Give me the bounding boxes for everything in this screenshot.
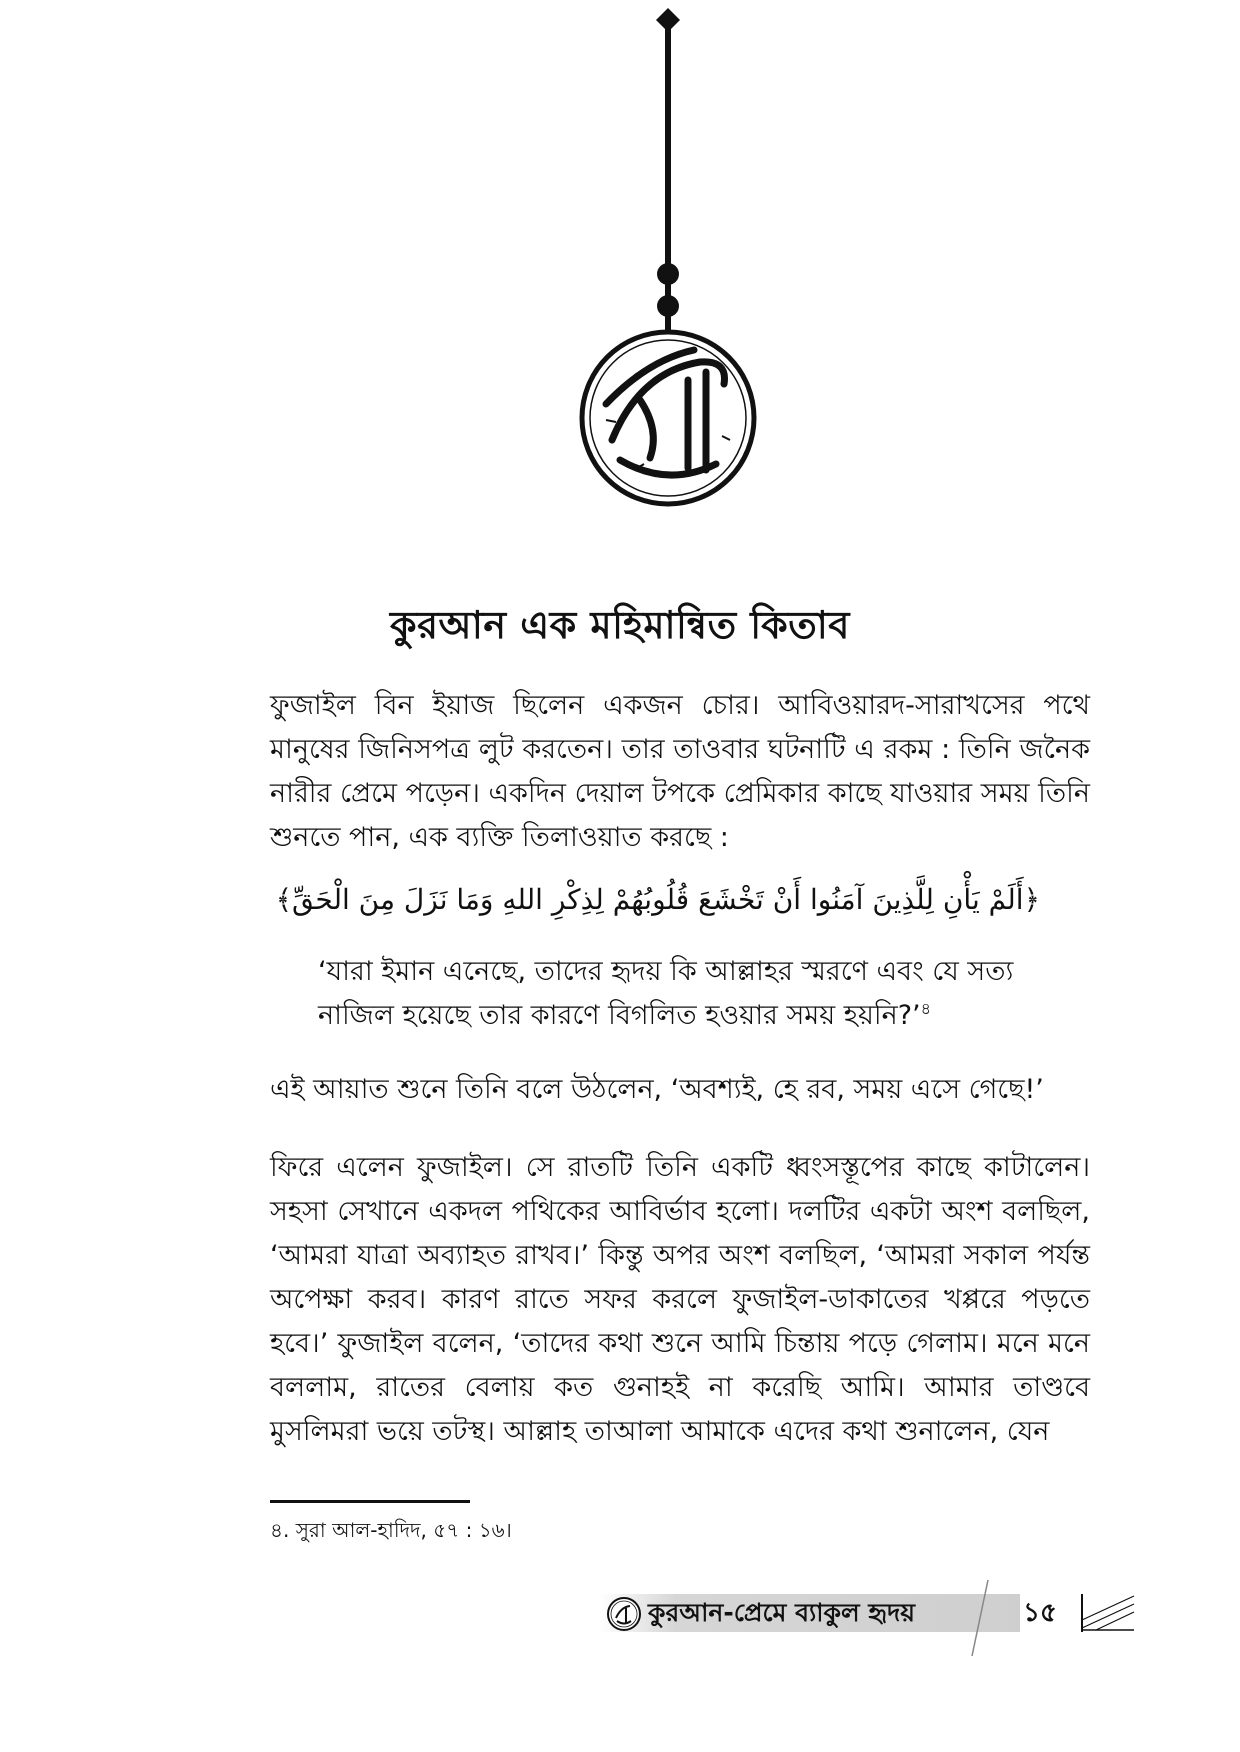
quran-logo-icon (606, 1596, 642, 1632)
quran-calligraphy-medallion-icon (582, 332, 754, 504)
page-number: ১৫ (1023, 1598, 1057, 1628)
chapter-heading: কুরআন এক মহিমান্বিত কিতাব (390, 603, 850, 647)
footnote-divider (270, 1500, 470, 1503)
verse-translation-text: ‘যারা ইমান এনেছে, তাদের হৃদয় কি আল্লাহর স্মরণে এবং যে সত্য নাজিল হয়েছে তার কারণে বিগলিত হওয়ার সময় হয়নি?’ (318, 956, 1014, 1031)
ornament-chain (656, 8, 680, 348)
footer-decoration (1076, 1590, 1136, 1636)
book-title: কুরআন-প্রেমে ব্যাকুল হৃদয় (648, 1598, 915, 1627)
verse-translation (318, 950, 1078, 1038)
footnote-text: ৪. সুরা আল-হাদিদ, ৫৭ : ১৬। (270, 1518, 512, 1542)
paragraph-story: ফিরে এলেন ফুজাইল। সে রাতটি তিনি একটি ধ্বংসস্তূপের কাছে কাটালেন। সহসা সেখানে একদল পথিকের আবির্ভাব হলো। দলটির একটা অংশ বলছিল, ‘আমরা যাত্রা অব্যাহত রাখব।’ কিন্তু অপর অংশ বলছিল, ‘আমরা সকাল পর্যন্ত অপেক্ষা করব। কারণ রাতে সফর করলে ফুজাইল-ডাকাতের খপ্পরে পড়তে হবে।’ ফুজাইল বলেন, ‘তাদের কথা শুনে আমি চিন্তায় পড়ে গেলাম। মনে মনে বললাম, রাতের বেলায় কত গুনাহই না করেছি আমি। আমার তাণ্ডবে মুসলিমরা ভয়ে তটস্থ। আল্লাহ তাআলা আমাকে এদের কথা শুনালেন, যেন (270, 1152, 1090, 1447)
hanging-ornament (0, 0, 1240, 560)
footnote-reference: ৪ (920, 999, 932, 1018)
paragraph-intro: ফুজাইল বিন ইয়াজ ছিলেন একজন চোর। আবিওয়ারদ-সারাখসের পথে মানুষের জিনিসপত্র লুট করতেন। তার তাওবার ঘটনাটি এ রকম : তিনি জনৈক নারীর প্রেমে পড়েন। একদিন দেয়াল টপকে প্রেমিকার কাছে যাওয়ার সময় তিনি শুনতে পান, এক ব্যক্তি তিলাওয়াত করছে : (270, 690, 1090, 853)
quran-verse-arabic: ﴿أَلَمْ يَأْنِ لِلَّذِينَ آمَنُوا أَنْ تَخْشَعَ قُلُوبُهُمْ لِذِكْرِ اللهِ وَمَا نَزَلَ مِنَ الْحَقِّ﴾ (275, 883, 1040, 916)
footer-divider-line (960, 1578, 1000, 1658)
paragraph-response: এই আয়াত শুনে তিনি বলে উঠলেন, ‘অবশ্যই, হে রব, সময় এসে গেছে!’ (270, 1074, 1044, 1105)
